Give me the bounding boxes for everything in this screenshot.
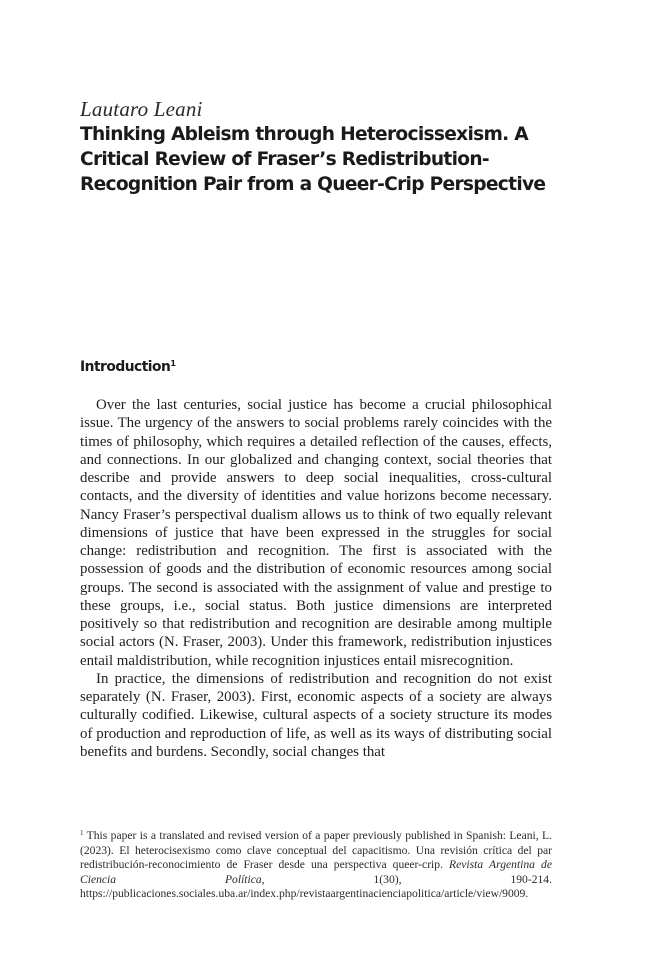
author-name: Lautaro Leani <box>80 97 203 121</box>
footnote-marker[interactable]: 1 <box>170 359 176 368</box>
footnote-citation[interactable]: 1(30), 190-214. https://publicaciones.sociales.uba.ar/index.php/revistaargentinacienciapolitica/article/view/9009. <box>80 872 552 901</box>
footnote <box>80 826 552 902</box>
footnote-journal: Revista Argentina de Ciencia Política, <box>80 858 552 886</box>
paper-title: Thinking Ableism through Heterocissexism. A Critical Review of Fraser’s Redistribution-Recognition Pair from a Queer-Crip Perspective <box>80 124 546 195</box>
footnote-text: This paper is a translated and revised version of a paper previously published in Spanish: Leani, L. (2023). El heterocisexismo como clave conceptual del capacitismo. Una revisión crítica del par redistribución-reconocimiento de Fraser desde una perspectiva queer-crip. <box>80 829 552 872</box>
section-heading-text: Introduction <box>80 359 171 375</box>
footnote-number: 1 <box>80 829 84 837</box>
paragraph: In practice, the dimensions of redistribution and recognition do not exist separately (N. Fraser, 2003). First, economic aspects of a society are always culturally codified. Likewise, cultural aspects of a society structure its modes of production and reproduction of life, as well as its ways of distributing social benefits and burdens. Secondly, social changes that <box>80 670 552 760</box>
section-heading <box>80 359 175 375</box>
paragraph: Over the last centuries, social justice has become a crucial philosophical issue. The urgency of the answers to social problems rarely coincides with the times of philosophy, which requires a detailed reflection of the causes, effects, and connections. In our globalized and changing context, social theories that describe and provide answers to deep social inequalities, cross-cultural contacts, and the diversity of identities and value horizons become necessary. Nancy Fraser’s perspectival dualism allows us to think of two equally relevant dimensions of justice that have been expressed in the struggles for social change: redistribution and recognition. The first is associated with the possession of goods and the distribution of economic resources among social groups. The second is associated with the assignment of value and prestige to these groups, i.e., social status. Both justice dimensions are interpreted positively so that redistribution and recognition are desirable among multiple social actors (N. Fraser, 2003). Under this framework, redistribution injustices entail maldistribution, while recognition injustices entail misrecognition. <box>80 397 552 669</box>
body-text <box>80 396 552 761</box>
